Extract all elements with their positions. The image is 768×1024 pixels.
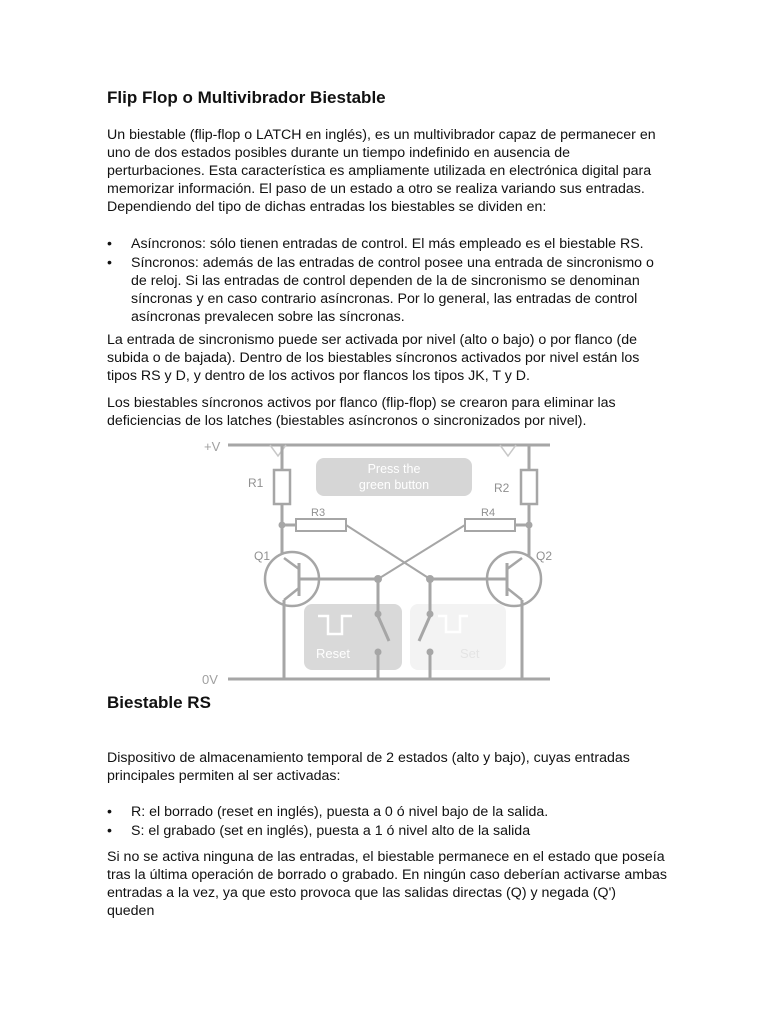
resistor-r2 bbox=[521, 470, 537, 504]
list-item-text: Síncronos: además de las entradas de control posee una entrada de sincronismo o de reloj. Si las entradas de control dependen de la de sincronismo se denominan síncronas y en caso contrario asíncronas. Por lo general, las entradas de control asíncronas prevalecen sobre las síncronas. bbox=[131, 255, 654, 325]
cross-wire bbox=[346, 525, 430, 579]
bullet-list-rs bbox=[107, 803, 667, 841]
list-item bbox=[107, 235, 667, 253]
rs-intro-paragraph: Dispositivo de almacenamiento temporal de 2 estados (alto y bajo), cuyas entradas principales permiten al ser activadas: bbox=[107, 750, 630, 784]
press-line2: green button bbox=[358, 478, 430, 492]
list-item-text: Asíncronos: sólo tienen entradas de control. El más empleado es el biestable RS. bbox=[131, 236, 644, 252]
list-item bbox=[107, 254, 667, 326]
rs-behavior-paragraph: Si no se activa ninguna de las entradas, el biestable permanece en el estado que poseía tras la última operación de borrado o grabado. En ningún caso deberían activarse ambas entradas a la vez, ya que esto provoca que las salidas directas (Q) y negada (Q') queden bbox=[107, 849, 667, 919]
flipflop-paragraph: Los biestables síncronos activos por flanco (flip-flop) se crearon para eliminar las deficiencias de los latches (biestables asíncronos o sincronizados por nivel). bbox=[107, 395, 616, 429]
cross-wire bbox=[378, 525, 465, 579]
sync-paragraph: La entrada de sincronismo puede ser activada por nivel (alto o bajo) o por flanco (de subida o de bajada). Dentro de los biestables síncronos activados por nivel están los tipos RS y D, y dentro de los activos por flancos los tipos JK, T y D. bbox=[107, 332, 640, 384]
bullet-list-types bbox=[107, 235, 667, 327]
r1-label: R1 bbox=[248, 476, 264, 490]
intro-paragraph: Un biestable (flip-flop o LATCH en inglés), es un multivibrador capaz de permanecer en uno de dos estados posibles durante un tiempo indefinido en ausencia de perturbaciones. Esta característica es ampliamente utilizada en electrónica digital para memorizar información. El paso de un estado a otro se realiza variando sus entradas. Dependiendo del tipo de dichas entradas los biestables se dividen en: bbox=[107, 127, 656, 215]
bullet-icon: • bbox=[107, 236, 112, 252]
q1-label: Q1 bbox=[254, 549, 271, 563]
r4-label: R4 bbox=[481, 507, 496, 519]
section-title-biestable-rs: Biestable RS bbox=[107, 693, 211, 712]
resistor-r4 bbox=[465, 519, 515, 531]
bullet-icon: • bbox=[107, 823, 112, 839]
zero-volt-label: 0V bbox=[202, 672, 218, 686]
r3-label: R3 bbox=[311, 507, 326, 519]
list-item bbox=[107, 822, 667, 840]
vplus-label: +V bbox=[204, 439, 221, 454]
list-item-text: S: el grabado (set en inglés), puesta a 1 ó nivel alto de la salida bbox=[131, 823, 531, 839]
resistor-r1 bbox=[274, 470, 290, 504]
set-button[interactable] bbox=[410, 604, 506, 670]
list-item bbox=[107, 803, 667, 821]
bullet-icon: • bbox=[107, 255, 112, 271]
press-line1: Press the bbox=[367, 462, 421, 476]
resistor-r3 bbox=[296, 519, 346, 531]
rail-node-mark bbox=[500, 445, 516, 456]
flip-flop-circuit-diagram bbox=[198, 436, 554, 686]
bullet-icon: • bbox=[107, 804, 112, 820]
reset-label: Reset bbox=[316, 646, 350, 661]
set-label: Set bbox=[460, 646, 480, 661]
page-title: Flip Flop o Multivibrador Biestable bbox=[107, 88, 386, 107]
list-item-text: R: el borrado (reset en inglés), puesta a 0 ó nivel bajo de la salida. bbox=[131, 804, 549, 820]
r2-label: R2 bbox=[494, 481, 510, 495]
q2-label: Q2 bbox=[536, 549, 553, 563]
rail-node-mark bbox=[270, 445, 286, 456]
